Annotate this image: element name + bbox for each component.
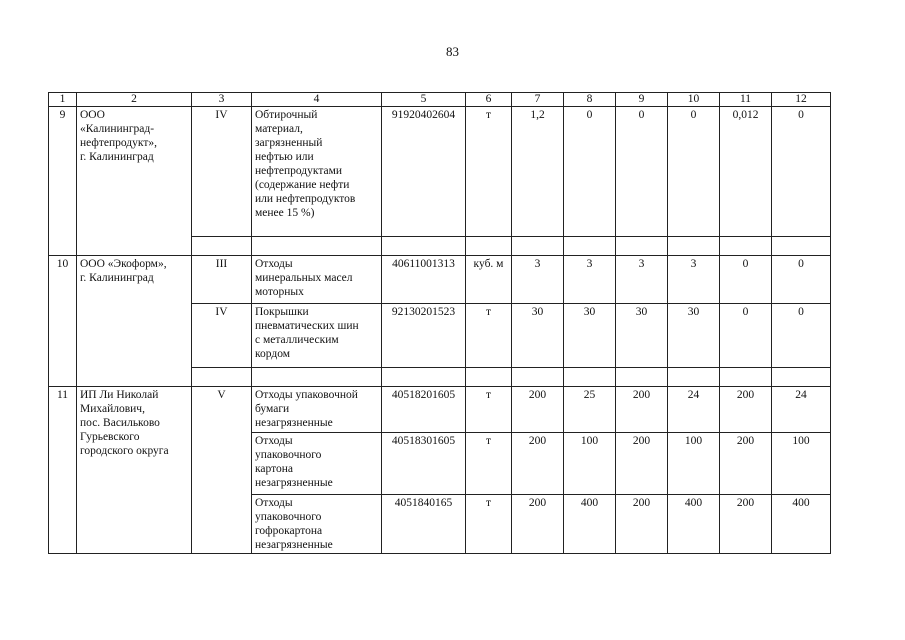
value-cell-v11: 0,012: [720, 107, 772, 237]
spacer-cell: [668, 237, 720, 256]
waste-name-cell: [252, 256, 382, 304]
column-header: 5: [382, 93, 466, 107]
column-header: 1: [49, 93, 77, 107]
column-header: 9: [616, 93, 668, 107]
value-cell-v10: 30: [668, 304, 720, 368]
value-cell-v12: 24: [772, 387, 831, 433]
value-cell-v8: 400: [564, 495, 616, 554]
spacer-cell: [616, 237, 668, 256]
waste-name-cell-line: бумаги: [255, 403, 290, 415]
spacer-cell: [772, 368, 831, 387]
waste-name-cell-line: Отходы: [255, 435, 293, 447]
waste-code-cell: 40611001313: [382, 256, 466, 304]
waste-name-cell-line: загрязненный: [255, 137, 323, 149]
organization-cell-line: ООО: [80, 109, 105, 121]
unit-cell: куб. м: [466, 256, 512, 304]
organization-cell-line: г. Калининград: [80, 151, 154, 163]
value-cell-v9: 200: [616, 387, 668, 433]
waste-name-cell-line: незагрязненные: [255, 417, 333, 429]
table-row: [49, 107, 831, 237]
value-cell-v7: 200: [512, 387, 564, 433]
entry-number-cell: 9: [49, 107, 77, 256]
value-cell-v7: 1,2: [512, 107, 564, 237]
value-cell-v12: 0: [772, 107, 831, 237]
organization-cell-line: Михайлович,: [80, 403, 145, 415]
waste-table: [48, 92, 831, 554]
value-cell-v10: 24: [668, 387, 720, 433]
value-cell-v11: 0: [720, 304, 772, 368]
column-header: 10: [668, 93, 720, 107]
column-header: 2: [77, 93, 192, 107]
table-row: [49, 387, 831, 433]
value-cell-v9: 200: [616, 433, 668, 495]
waste-name-cell-line: картона: [255, 463, 293, 475]
waste-name-cell-line: упаковочного: [255, 449, 322, 461]
waste-name-cell-line: пневматических шин: [255, 320, 359, 332]
waste-name-cell: [252, 304, 382, 368]
value-cell-v8: 100: [564, 433, 616, 495]
value-cell-v9: 30: [616, 304, 668, 368]
spacer-cell: [192, 368, 252, 387]
waste-name-cell-line: гофрокартона: [255, 525, 323, 537]
waste-code-cell: 4051840165: [382, 495, 466, 554]
value-cell-v10: 3: [668, 256, 720, 304]
waste-code-cell: 40518201605: [382, 387, 466, 433]
value-cell-v8: 25: [564, 387, 616, 433]
spacer-cell: [512, 237, 564, 256]
value-cell-v7: 30: [512, 304, 564, 368]
waste-code-cell: 91920402604: [382, 107, 466, 237]
hazard-class-cell: IV: [192, 304, 252, 368]
value-cell-v9: 0: [616, 107, 668, 237]
value-cell-v7: 200: [512, 495, 564, 554]
organization-cell-line: ООО «Экоформ»,: [80, 258, 167, 270]
value-cell-v8: 30: [564, 304, 616, 368]
waste-name-cell: [252, 387, 382, 433]
value-cell-v12: 0: [772, 304, 831, 368]
unit-cell: т: [466, 107, 512, 237]
waste-name-cell-line: нефтью или: [255, 151, 314, 163]
column-header: 6: [466, 93, 512, 107]
organization-cell: [77, 256, 192, 387]
column-header: 11: [720, 93, 772, 107]
spacer-cell: [192, 237, 252, 256]
waste-name-cell: [252, 495, 382, 554]
waste-name-cell: [252, 107, 382, 237]
hazard-class-cell: IV: [192, 107, 252, 237]
waste-name-cell-line: или нефтепродуктов: [255, 193, 356, 205]
waste-name-cell-line: Отходы упаковочной: [255, 389, 358, 401]
spacer-cell: [720, 237, 772, 256]
column-header: 8: [564, 93, 616, 107]
waste-name-cell-line: менее 15 %): [255, 207, 315, 219]
waste-name-cell-line: минеральных масел: [255, 272, 353, 284]
spacer-cell: [616, 368, 668, 387]
organization-cell: [77, 387, 192, 554]
waste-name-cell-line: упаковочного: [255, 511, 322, 523]
spacer-cell: [564, 368, 616, 387]
waste-name-cell-line: Обтирочный: [255, 109, 318, 121]
hazard-class-cell: III: [192, 256, 252, 304]
waste-code-cell: 40518301605: [382, 433, 466, 495]
waste-name-cell-line: (содержание нефти: [255, 179, 350, 191]
value-cell-v12: 400: [772, 495, 831, 554]
organization-cell-line: «Калининград-: [80, 123, 155, 135]
spacer-cell: [466, 368, 512, 387]
unit-cell: т: [466, 387, 512, 433]
page-number: 83: [446, 44, 459, 59]
spacer-cell: [382, 368, 466, 387]
spacer-cell: [466, 237, 512, 256]
spacer-cell: [720, 368, 772, 387]
waste-name-cell-line: кордом: [255, 348, 291, 360]
column-header: 7: [512, 93, 564, 107]
waste-name-cell-line: незагрязненные: [255, 539, 333, 551]
value-cell-v8: 0: [564, 107, 616, 237]
spacer-cell: [772, 237, 831, 256]
waste-name-cell-line: незагрязненные: [255, 477, 333, 489]
organization-cell-line: Гурьевского: [80, 431, 140, 443]
organization-cell-line: нефтепродукт»,: [80, 137, 157, 149]
column-header: 3: [192, 93, 252, 107]
spacer-cell: [252, 237, 382, 256]
value-cell-v12: 100: [772, 433, 831, 495]
value-cell-v7: 200: [512, 433, 564, 495]
entry-number-cell: 10: [49, 256, 77, 387]
hazard-class-cell: V: [192, 387, 252, 554]
waste-name-cell-line: нефтепродуктами: [255, 165, 343, 177]
waste-name-cell: [252, 433, 382, 495]
waste-name-cell-line: Отходы: [255, 258, 293, 270]
spacer-cell: [382, 237, 466, 256]
value-cell-v9: 3: [616, 256, 668, 304]
value-cell-v7: 3: [512, 256, 564, 304]
spacer-cell: [512, 368, 564, 387]
waste-name-cell-line: материал,: [255, 123, 303, 135]
organization-cell-line: пос. Васильково: [80, 417, 160, 429]
column-header: 4: [252, 93, 382, 107]
entry-number-cell: 11: [49, 387, 77, 554]
table-row: [49, 256, 831, 304]
organization-cell-line: ИП Ли Николай: [80, 389, 159, 401]
organization-cell-line: городского округа: [80, 445, 169, 457]
value-cell-v8: 3: [564, 256, 616, 304]
waste-name-cell-line: моторных: [255, 286, 304, 298]
spacer-cell: [668, 368, 720, 387]
waste-name-cell-line: Отходы: [255, 497, 293, 509]
organization-cell-line: г. Калининград: [80, 272, 154, 284]
value-cell-v10: 0: [668, 107, 720, 237]
value-cell-v11: 0: [720, 256, 772, 304]
spacer-cell: [564, 237, 616, 256]
unit-cell: т: [466, 433, 512, 495]
table-body: [49, 107, 831, 554]
unit-cell: т: [466, 495, 512, 554]
column-header: 12: [772, 93, 831, 107]
value-cell-v11: 200: [720, 495, 772, 554]
waste-code-cell: 92130201523: [382, 304, 466, 368]
value-cell-v11: 200: [720, 433, 772, 495]
spacer-cell: [252, 368, 382, 387]
organization-cell: [77, 107, 192, 256]
value-cell-v10: 400: [668, 495, 720, 554]
unit-cell: т: [466, 304, 512, 368]
value-cell-v9: 200: [616, 495, 668, 554]
column-number-row: [49, 93, 831, 107]
waste-name-cell-line: Покрышки: [255, 306, 309, 318]
value-cell-v11: 200: [720, 387, 772, 433]
value-cell-v10: 100: [668, 433, 720, 495]
waste-name-cell-line: с металлическим: [255, 334, 339, 346]
value-cell-v12: 0: [772, 256, 831, 304]
